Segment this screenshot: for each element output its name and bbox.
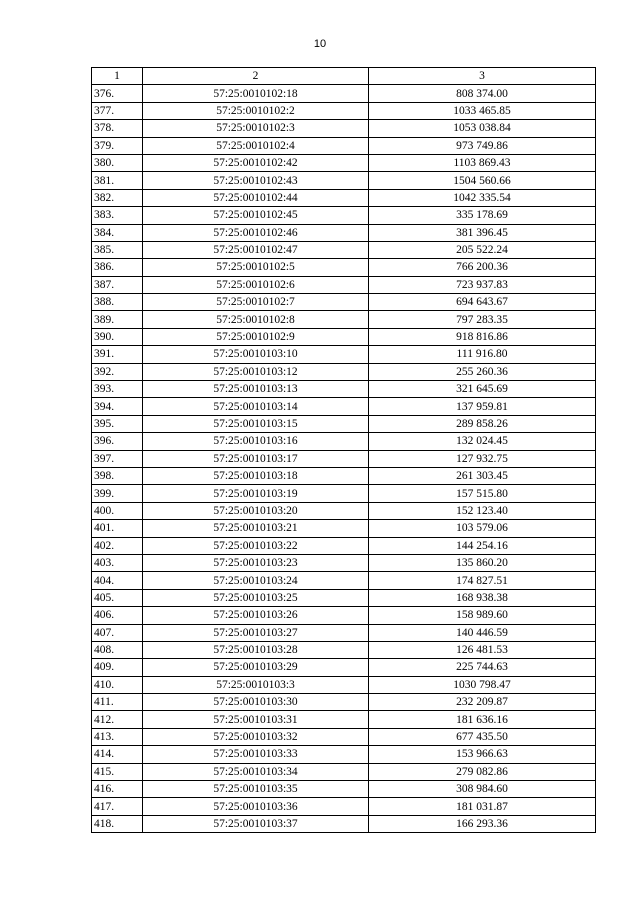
cadastral-value-cell: 153 966.63 bbox=[369, 746, 596, 763]
table-row bbox=[92, 641, 596, 658]
table-row bbox=[92, 224, 596, 241]
cadastral-number-cell: 57:25:0010103:25 bbox=[143, 589, 369, 606]
cadastral-number-cell: 57:25:0010103:23 bbox=[143, 554, 369, 571]
cadastral-value-cell: 797 283.35 bbox=[369, 311, 596, 328]
cadastral-number-cell: 57:25:0010102:8 bbox=[143, 311, 369, 328]
row-number-cell: 408. bbox=[92, 641, 143, 658]
row-number-cell: 407. bbox=[92, 624, 143, 641]
row-number-cell: 381. bbox=[92, 172, 143, 189]
table-row bbox=[92, 172, 596, 189]
table-row bbox=[92, 85, 596, 102]
row-number-cell: 416. bbox=[92, 781, 143, 798]
cadastral-value-cell: 137 959.81 bbox=[369, 398, 596, 415]
cadastral-value-cell: 279 082.86 bbox=[369, 763, 596, 780]
header-cell-2: 2 bbox=[143, 68, 369, 85]
cadastral-number-cell: 57:25:0010102:5 bbox=[143, 259, 369, 276]
table-row bbox=[92, 381, 596, 398]
table-row bbox=[92, 607, 596, 624]
table-row bbox=[92, 485, 596, 502]
cadastral-value-cell: 308 984.60 bbox=[369, 781, 596, 798]
page-number: 10 bbox=[313, 38, 327, 50]
cadastral-value-cell: 144 254.16 bbox=[369, 537, 596, 554]
row-number-cell: 413. bbox=[92, 728, 143, 745]
cadastral-number-cell: 57:25:0010102:45 bbox=[143, 207, 369, 224]
row-number-cell: 385. bbox=[92, 241, 143, 258]
row-number-cell: 411. bbox=[92, 694, 143, 711]
row-number-cell: 377. bbox=[92, 102, 143, 119]
cadastral-number-cell: 57:25:0010103:18 bbox=[143, 467, 369, 484]
header-cell-3: 3 bbox=[369, 68, 596, 85]
row-number-cell: 414. bbox=[92, 746, 143, 763]
row-number-cell: 382. bbox=[92, 189, 143, 206]
cadastral-value-cell: 918 816.86 bbox=[369, 328, 596, 345]
row-number-cell: 418. bbox=[92, 815, 143, 832]
cadastral-value-cell: 1033 465.85 bbox=[369, 102, 596, 119]
table-row bbox=[92, 450, 596, 467]
cadastral-number-cell: 57:25:0010102:18 bbox=[143, 85, 369, 102]
row-number-cell: 391. bbox=[92, 346, 143, 363]
table-row bbox=[92, 311, 596, 328]
row-number-cell: 394. bbox=[92, 398, 143, 415]
cadastral-number-cell: 57:25:0010102:3 bbox=[143, 120, 369, 137]
table-row bbox=[92, 659, 596, 676]
table-row bbox=[92, 294, 596, 311]
row-number-cell: 415. bbox=[92, 763, 143, 780]
table-row bbox=[92, 189, 596, 206]
cadastral-value-cell: 321 645.69 bbox=[369, 381, 596, 398]
cadastral-number-cell: 57:25:0010103:24 bbox=[143, 572, 369, 589]
row-number-cell: 402. bbox=[92, 537, 143, 554]
row-number-cell: 378. bbox=[92, 120, 143, 137]
cadastral-number-cell: 57:25:0010103:17 bbox=[143, 450, 369, 467]
table-row bbox=[92, 589, 596, 606]
table-row bbox=[92, 763, 596, 780]
table-row bbox=[92, 154, 596, 171]
cadastral-number-cell: 57:25:0010103:22 bbox=[143, 537, 369, 554]
cadastral-value-table bbox=[91, 67, 596, 833]
cadastral-value-cell: 205 522.24 bbox=[369, 241, 596, 258]
cadastral-value-cell: 973 749.86 bbox=[369, 137, 596, 154]
row-number-cell: 410. bbox=[92, 676, 143, 693]
cadastral-value-cell: 103 579.06 bbox=[369, 520, 596, 537]
table-row bbox=[92, 694, 596, 711]
cadastral-value-cell: 1053 038.84 bbox=[369, 120, 596, 137]
row-number-cell: 398. bbox=[92, 467, 143, 484]
cadastral-value-cell: 677 435.50 bbox=[369, 728, 596, 745]
table-row bbox=[92, 537, 596, 554]
row-number-cell: 397. bbox=[92, 450, 143, 467]
table-row bbox=[92, 711, 596, 728]
row-number-cell: 390. bbox=[92, 328, 143, 345]
table-row bbox=[92, 554, 596, 571]
cadastral-value-cell: 1504 560.66 bbox=[369, 172, 596, 189]
cadastral-number-cell: 57:25:0010102:42 bbox=[143, 154, 369, 171]
table-row bbox=[92, 328, 596, 345]
cadastral-number-cell: 57:25:0010103:28 bbox=[143, 641, 369, 658]
cadastral-value-cell: 158 989.60 bbox=[369, 607, 596, 624]
row-number-cell: 401. bbox=[92, 520, 143, 537]
cadastral-number-cell: 57:25:0010103:26 bbox=[143, 607, 369, 624]
row-number-cell: 404. bbox=[92, 572, 143, 589]
cadastral-value-cell: 168 938.38 bbox=[369, 589, 596, 606]
row-number-cell: 412. bbox=[92, 711, 143, 728]
cadastral-value-cell: 808 374.00 bbox=[369, 85, 596, 102]
cadastral-number-cell: 57:25:0010102:46 bbox=[143, 224, 369, 241]
cadastral-number-cell: 57:25:0010102:47 bbox=[143, 241, 369, 258]
cadastral-number-cell: 57:25:0010103:15 bbox=[143, 415, 369, 432]
cadastral-value-cell: 166 293.36 bbox=[369, 815, 596, 832]
row-number-cell: 388. bbox=[92, 294, 143, 311]
cadastral-number-cell: 57:25:0010103:27 bbox=[143, 624, 369, 641]
cadastral-value-cell: 127 932.75 bbox=[369, 450, 596, 467]
row-number-cell: 393. bbox=[92, 381, 143, 398]
row-number-cell: 406. bbox=[92, 607, 143, 624]
cadastral-number-cell: 57:25:0010102:9 bbox=[143, 328, 369, 345]
cadastral-value-cell: 135 860.20 bbox=[369, 554, 596, 571]
cadastral-number-cell: 57:25:0010102:2 bbox=[143, 102, 369, 119]
table-row bbox=[92, 728, 596, 745]
cadastral-value-cell: 232 209.87 bbox=[369, 694, 596, 711]
cadastral-number-cell: 57:25:0010102:4 bbox=[143, 137, 369, 154]
cadastral-value-cell: 174 827.51 bbox=[369, 572, 596, 589]
table-row bbox=[92, 798, 596, 815]
cadastral-value-cell: 255 260.36 bbox=[369, 363, 596, 380]
cadastral-value-cell: 140 446.59 bbox=[369, 624, 596, 641]
table-row bbox=[92, 363, 596, 380]
cadastral-number-cell: 57:25:0010103:10 bbox=[143, 346, 369, 363]
cadastral-number-cell: 57:25:0010103:34 bbox=[143, 763, 369, 780]
cadastral-number-cell: 57:25:0010103:30 bbox=[143, 694, 369, 711]
table-body bbox=[92, 68, 596, 833]
cadastral-value-cell: 1030 798.47 bbox=[369, 676, 596, 693]
cadastral-number-cell: 57:25:0010102:6 bbox=[143, 276, 369, 293]
cadastral-number-cell: 57:25:0010103:19 bbox=[143, 485, 369, 502]
table-row bbox=[92, 415, 596, 432]
row-number-cell: 400. bbox=[92, 502, 143, 519]
row-number-cell: 403. bbox=[92, 554, 143, 571]
row-number-cell: 396. bbox=[92, 433, 143, 450]
table-row bbox=[92, 746, 596, 763]
cadastral-number-cell: 57:25:0010103:14 bbox=[143, 398, 369, 415]
cadastral-number-cell: 57:25:0010103:33 bbox=[143, 746, 369, 763]
cadastral-value-cell: 111 916.80 bbox=[369, 346, 596, 363]
cadastral-value-cell: 225 744.63 bbox=[369, 659, 596, 676]
cadastral-number-cell: 57:25:0010102:43 bbox=[143, 172, 369, 189]
row-number-cell: 383. bbox=[92, 207, 143, 224]
row-number-cell: 399. bbox=[92, 485, 143, 502]
cadastral-value-cell: 1103 869.43 bbox=[369, 154, 596, 171]
row-number-cell: 380. bbox=[92, 154, 143, 171]
cadastral-value-cell: 261 303.45 bbox=[369, 467, 596, 484]
cadastral-number-cell: 57:25:0010103:12 bbox=[143, 363, 369, 380]
cadastral-value-cell: 766 200.36 bbox=[369, 259, 596, 276]
table-row bbox=[92, 241, 596, 258]
cadastral-number-cell: 57:25:0010103:31 bbox=[143, 711, 369, 728]
cadastral-value-cell: 723 937.83 bbox=[369, 276, 596, 293]
row-number-cell: 395. bbox=[92, 415, 143, 432]
table-row bbox=[92, 276, 596, 293]
table-row bbox=[92, 398, 596, 415]
cadastral-number-cell: 57:25:0010103:35 bbox=[143, 781, 369, 798]
cadastral-value-cell: 335 178.69 bbox=[369, 207, 596, 224]
table-row bbox=[92, 502, 596, 519]
row-number-cell: 384. bbox=[92, 224, 143, 241]
row-number-cell: 379. bbox=[92, 137, 143, 154]
table-row bbox=[92, 259, 596, 276]
cadastral-number-cell: 57:25:0010103:21 bbox=[143, 520, 369, 537]
cadastral-number-cell: 57:25:0010102:44 bbox=[143, 189, 369, 206]
cadastral-number-cell: 57:25:0010103:13 bbox=[143, 381, 369, 398]
table-row bbox=[92, 207, 596, 224]
cadastral-value-cell: 289 858.26 bbox=[369, 415, 596, 432]
table-row bbox=[92, 572, 596, 589]
cadastral-value-cell: 152 123.40 bbox=[369, 502, 596, 519]
cadastral-number-cell: 57:25:0010103:32 bbox=[143, 728, 369, 745]
table-row bbox=[92, 346, 596, 363]
row-number-cell: 387. bbox=[92, 276, 143, 293]
table-row bbox=[92, 120, 596, 137]
cadastral-value-cell: 132 024.45 bbox=[369, 433, 596, 450]
table-header-row bbox=[92, 68, 596, 85]
cadastral-number-cell: 57:25:0010103:16 bbox=[143, 433, 369, 450]
table-row bbox=[92, 676, 596, 693]
table-row bbox=[92, 467, 596, 484]
cadastral-number-cell: 57:25:0010103:3 bbox=[143, 676, 369, 693]
cadastral-value-cell: 181 636.16 bbox=[369, 711, 596, 728]
row-number-cell: 405. bbox=[92, 589, 143, 606]
row-number-cell: 392. bbox=[92, 363, 143, 380]
cadastral-number-cell: 57:25:0010103:37 bbox=[143, 815, 369, 832]
row-number-cell: 417. bbox=[92, 798, 143, 815]
cadastral-number-cell: 57:25:0010102:7 bbox=[143, 294, 369, 311]
table-row bbox=[92, 781, 596, 798]
cadastral-value-cell: 1042 335.54 bbox=[369, 189, 596, 206]
row-number-cell: 389. bbox=[92, 311, 143, 328]
table-row bbox=[92, 815, 596, 832]
table-row bbox=[92, 520, 596, 537]
cadastral-value-cell: 381 396.45 bbox=[369, 224, 596, 241]
row-number-cell: 386. bbox=[92, 259, 143, 276]
cadastral-number-cell: 57:25:0010103:29 bbox=[143, 659, 369, 676]
row-number-cell: 376. bbox=[92, 85, 143, 102]
cadastral-value-cell: 126 481.53 bbox=[369, 641, 596, 658]
table-row bbox=[92, 102, 596, 119]
cadastral-value-cell: 694 643.67 bbox=[369, 294, 596, 311]
cadastral-value-cell: 157 515.80 bbox=[369, 485, 596, 502]
table-row bbox=[92, 433, 596, 450]
cadastral-number-cell: 57:25:0010103:36 bbox=[143, 798, 369, 815]
cadastral-number-cell: 57:25:0010103:20 bbox=[143, 502, 369, 519]
table-row bbox=[92, 137, 596, 154]
table-row bbox=[92, 624, 596, 641]
header-cell-1: 1 bbox=[92, 68, 143, 85]
cadastral-value-cell: 181 031.87 bbox=[369, 798, 596, 815]
row-number-cell: 409. bbox=[92, 659, 143, 676]
